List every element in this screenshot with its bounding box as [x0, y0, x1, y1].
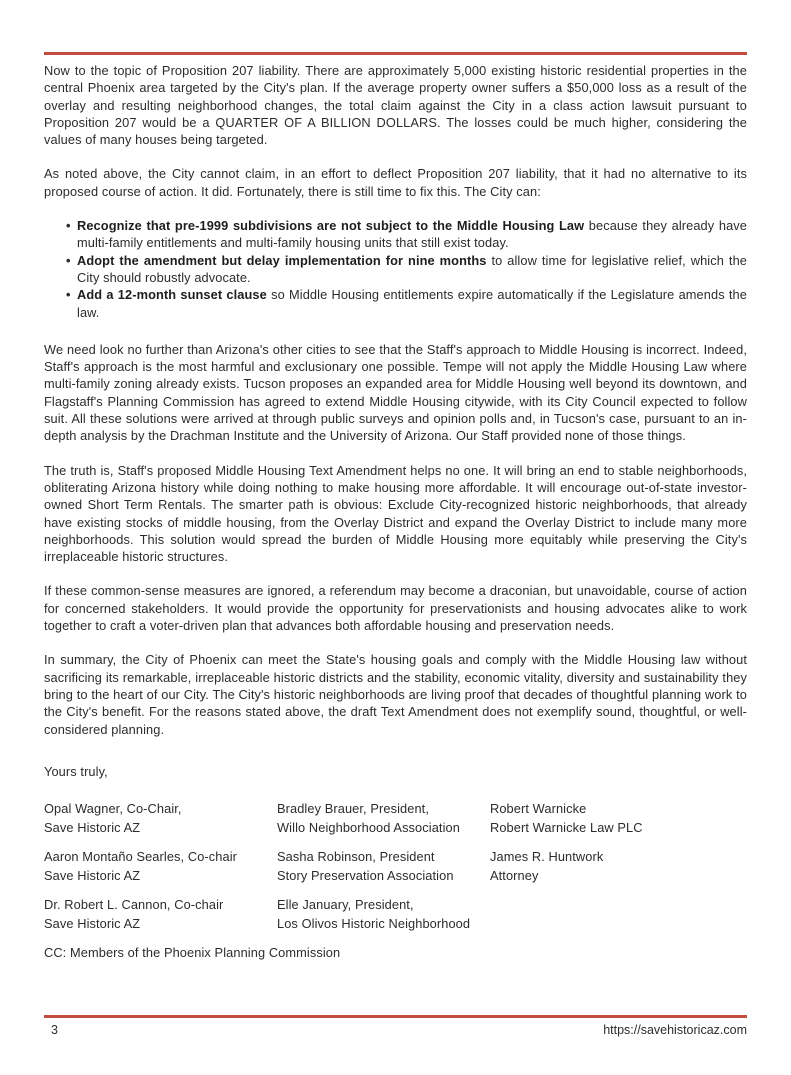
bullet-icon: •	[66, 287, 71, 303]
cc-line: CC: Members of the Phoenix Planning Commission	[44, 945, 341, 961]
signature-cell	[44, 847, 277, 885]
signature-cell	[490, 847, 747, 885]
signature-org: Save Historic AZ	[44, 916, 141, 932]
signature-org: Willo Neighborhood Association	[277, 820, 460, 836]
signature-cell	[277, 847, 490, 885]
page-footer	[44, 1015, 747, 1037]
body-paragraph: In summary, the City of Phoenix can meet the State's housing goals and comply with the Middle Housing law without sacrificing its remarkable, irreplaceable historic districts and the stability, economic vitality, diversity and sustainability they bring to the heart of our City. The City's historic neighborhoods are living proof that decades of thoughtful planning work to the City's benefit. For the reasons stated above, the draft Text Amendment does not exemplify sound, thoughtful, or well-considered planning.	[44, 652, 747, 737]
signature-block	[44, 799, 747, 933]
top-rule	[44, 52, 747, 55]
signature-org: Story Preservation Association	[277, 868, 454, 884]
body-paragraph: The truth is, Staff's proposed Middle Housing Text Amendment helps no one. It will bring an end to stable neighborhoods, obliterating Arizona history while doing nothing to make housing more affordable. It will encourage out-of-state investor-owned Short Term Rentals. The smarter path is obvious: Exclude City-recognized historic neighborhoods, that already have existing stocks of middle housing, from the Overlay District and expand the Overlay District to include many more neighborhoods. This solution would spread the burden of Middle Housing more equitably while preserving the City's irreplaceable historic structures.	[44, 462, 747, 565]
bullet-bold-text: Add a 12-month sunset clause	[77, 287, 267, 303]
body-paragraph: As noted above, the City cannot claim, in an effort to deflect Proposition 207 liability, that it had no alternative to its proposed course of action. It did. Fortunately, there is still time to fix this. The City can:	[44, 166, 747, 199]
bullet-rest-text: to allow time for legislative relief, which the City should robustly advocate.	[77, 252, 747, 285]
signature-org: Save Historic AZ	[44, 820, 141, 836]
signature-cell	[277, 895, 490, 933]
bullet-bold-text: Recognize that pre-1999 subdivisions are not subject to the Middle Housing Law	[77, 218, 585, 234]
signature-name: Sasha Robinson, President	[277, 849, 435, 865]
bullet-icon: •	[66, 218, 71, 234]
letter-body	[44, 62, 747, 961]
signature-org: Robert Warnicke Law PLC	[490, 820, 643, 836]
bullet-item	[44, 252, 747, 287]
signature-org: Save Historic AZ	[44, 868, 141, 884]
page-number: 3	[51, 1023, 58, 1037]
bullet-item	[44, 217, 747, 252]
site-link[interactable]: https://savehistoricaz.com	[603, 1023, 747, 1037]
body-paragraph: Now to the topic of Proposition 207 liability. There are approximately 5,000 existing historic residential properties in the central Phoenix area targeted by the City's plan. If the average property owner suffers a $50,000 loss as a result of the overlay and resulting neighborhood changes, the total claim against the City in a class action lawsuit pursuant to Proposition 207 would be a QUARTER OF A BILLION DOLLARS. The losses could be much higher, considering the values of many houses being targeted.	[44, 63, 747, 148]
signature-org: Los Olivos Historic Neighborhood	[277, 916, 471, 932]
signature-cell	[44, 895, 277, 933]
bullet-bold-text: Adopt the amendment but delay implementation for nine months	[77, 252, 487, 268]
bullet-list	[44, 217, 747, 321]
bullet-rest-text: because they already have multi-family entitlements and multi-family housing units that still exist today.	[77, 218, 747, 251]
signature-cell-empty	[490, 895, 747, 933]
signature-name: Bradley Brauer, President,	[277, 801, 429, 817]
bullet-rest-text: so Middle Housing entitlements expire automatically if the Legislature amends the law.	[77, 287, 747, 320]
bullet-item	[44, 286, 747, 321]
signature-org: Attorney	[490, 868, 539, 884]
bullet-icon: •	[66, 252, 71, 268]
signature-name: Robert Warnicke	[490, 801, 587, 817]
body-paragraph: We need look no further than Arizona's other cities to see that the Staff's approach to Middle Housing is incorrect. Indeed, Staff's approach is the most harmful and exclusionary one possible. Tempe will not apply the Middle Housing Law where multi-family zoning already exists. Tucson proposes an expanded area for Middle Housing well beyond its downtown, and Flagstaff's Planning Commission has agreed to extend Middle Housing citywide, with its City Council expected to follow suit. All these solutions were arrived at through public surveys and opinion polls and, in Tucson's case, pursuant to an in-depth analysis by the Drachman Institute and the University of Arizona. Our Staff provided none of those things.	[44, 341, 747, 444]
signature-cell	[44, 799, 277, 837]
signature-cell	[277, 799, 490, 837]
signature-cell	[490, 799, 747, 837]
signature-name: Elle January, President,	[277, 897, 414, 913]
signature-name: Opal Wagner, Co-Chair,	[44, 801, 182, 817]
signature-name: James R. Huntwork	[490, 849, 604, 865]
body-paragraph: If these common-sense measures are ignored, a referendum may become a draconian, but unavoidable, course of action for concerned stakeholders. It would provide the opportunity for preservationists and housing advocates alike to work together to craft a voter-driven plan that advances both affordable housing and preservation needs.	[44, 583, 747, 634]
closing-line: Yours truly,	[44, 763, 108, 779]
signature-name: Dr. Robert L. Cannon, Co-chair	[44, 897, 224, 913]
signature-name: Aaron Montaño Searles, Co-chair	[44, 849, 238, 865]
document-page	[0, 52, 791, 1075]
footer-rule	[44, 1015, 747, 1018]
footer-row	[44, 1023, 747, 1037]
